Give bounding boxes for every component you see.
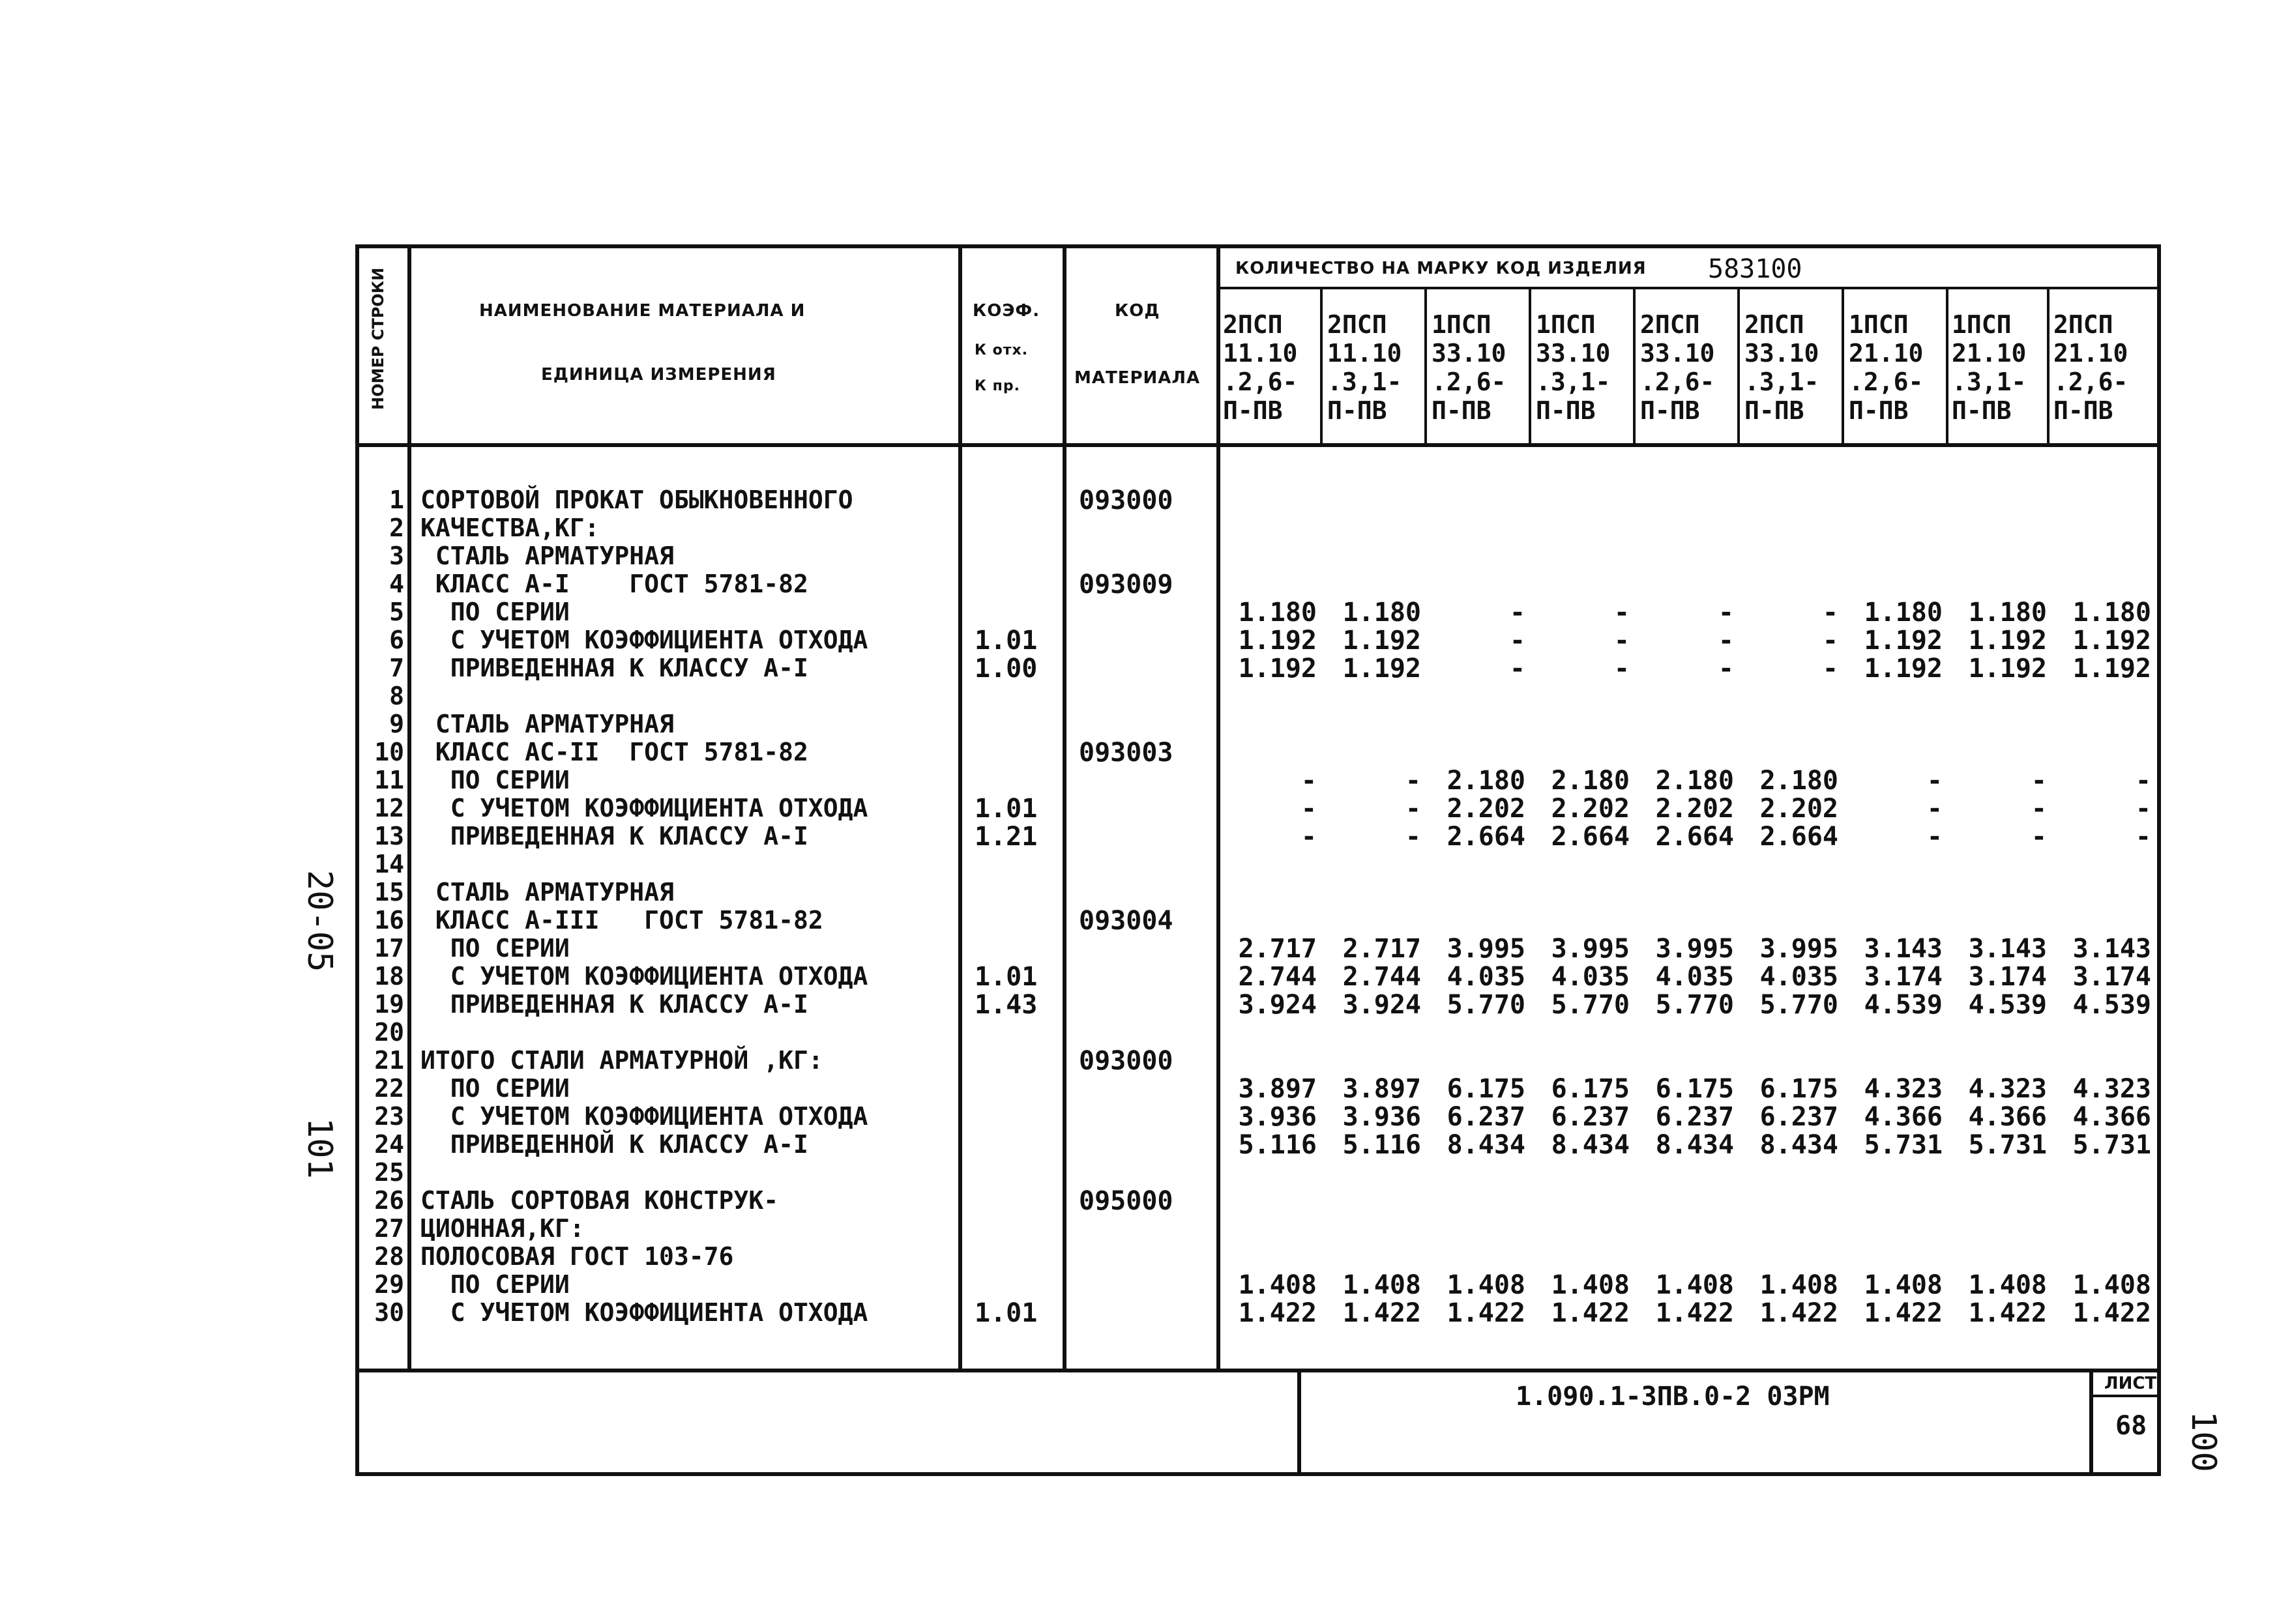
mark-line-8: [2047, 287, 2050, 443]
row-value: 3.995: [1551, 934, 1630, 964]
row-value: 1.192: [1342, 654, 1421, 684]
row-value: 1.192: [1342, 626, 1421, 656]
row-material-code: 095000: [1079, 1186, 1173, 1216]
mark-line-7: [1946, 287, 1948, 443]
row-value: 2.664: [1759, 822, 1838, 852]
row-value: 5.731: [1968, 1130, 2047, 1160]
row-value: 5.770: [1447, 990, 1525, 1020]
row-material-name: КЛАСС АС-II ГОСТ 5781-82: [420, 738, 808, 766]
row-value: 6.175: [1447, 1074, 1525, 1104]
row-value: 4.035: [1447, 962, 1525, 992]
row-value: 1.422: [2072, 1298, 2151, 1328]
mark-col-5: 2ПСП 33.10 .2,6- П-ПВ: [1640, 310, 1715, 425]
code-header-1: КОД: [1115, 301, 1160, 321]
row-value: 2.202: [1447, 794, 1525, 824]
row-value: 4.539: [1968, 990, 2047, 1020]
row-coefficient: 1.01: [975, 962, 1038, 992]
row-value: -: [1613, 654, 1630, 684]
row-value: 1.180: [1864, 598, 1943, 628]
row-value: -: [1509, 626, 1525, 656]
row-number: 2: [389, 514, 404, 542]
row-value: 2.180: [1655, 766, 1734, 796]
coef-header-2: К отх.: [975, 342, 1029, 358]
row-value: -: [2135, 766, 2151, 796]
row-value: -: [2135, 822, 2151, 852]
row-value: 4.035: [1655, 962, 1734, 992]
row-value: 1.180: [1342, 598, 1421, 628]
row-number: 14: [374, 850, 404, 878]
row-value: 3.924: [1238, 990, 1317, 1020]
row-value: 2.664: [1655, 822, 1734, 852]
row-value: 2.180: [1447, 766, 1525, 796]
row-value: 1.422: [1655, 1298, 1734, 1328]
row-number: 26: [374, 1186, 404, 1215]
row-material-name: ПОЛОСОВАЯ ГОСТ 103-76: [420, 1242, 734, 1271]
row-value: 2.202: [1655, 794, 1734, 824]
row-value: -: [2031, 794, 2047, 824]
row-value: 3.995: [1655, 934, 1734, 964]
row-value: 5.770: [1759, 990, 1838, 1020]
row-value: -: [1405, 822, 1421, 852]
row-value: 5.770: [1551, 990, 1630, 1020]
row-value: 8.434: [1655, 1130, 1734, 1160]
row-value: 1.422: [1238, 1298, 1317, 1328]
row-material-name: ПРИВЕДЕННАЯ К КЛАССУ А-I: [420, 990, 808, 1019]
row-value: 1.192: [2072, 626, 2151, 656]
row-value: 5.770: [1655, 990, 1734, 1020]
row-number: 3: [389, 542, 404, 570]
row-number: 4: [389, 570, 404, 598]
row-value: 8.434: [1551, 1130, 1630, 1160]
sheet-number: 68: [2115, 1411, 2147, 1441]
row-material-name: С УЧЕТОМ КОЭФФИЦИЕНТА ОТХОДА: [420, 962, 868, 991]
row-value: 1.408: [1447, 1270, 1525, 1300]
row-value: 6.175: [1551, 1074, 1630, 1104]
row-number: 23: [374, 1102, 404, 1131]
row-number: 24: [374, 1130, 404, 1159]
mark-col-7: 1ПСП 21.10 .2,6- П-ПВ: [1849, 310, 1924, 425]
row-number-header: НОМЕР СТРОКИ: [369, 267, 387, 410]
row-value: 6.237: [1447, 1102, 1525, 1132]
mark-line-3: [1529, 287, 1531, 443]
row-number: 17: [374, 934, 404, 963]
row-material-name: С УЧЕТОМ КОЭФФИЦИЕНТА ОТХОДА: [420, 1102, 868, 1131]
row-value: 8.434: [1447, 1130, 1525, 1160]
row-value: 4.323: [1968, 1074, 2047, 1104]
row-coefficient: 1.21: [975, 822, 1038, 852]
row-material-name: ПО СЕРИИ: [420, 766, 570, 794]
row-value: 2.664: [1551, 822, 1630, 852]
row-material-name: С УЧЕТОМ КОЭФФИЦИЕНТА ОТХОДА: [420, 1298, 868, 1327]
row-value: 1.422: [1551, 1298, 1630, 1328]
row-number: 16: [374, 906, 404, 935]
row-value: 2.717: [1238, 934, 1317, 964]
row-value: -: [1926, 794, 1943, 824]
row-value: 2.744: [1342, 962, 1421, 992]
row-coefficient: 1.00: [975, 654, 1038, 684]
row-number: 27: [374, 1214, 404, 1243]
row-value: -: [1718, 654, 1734, 684]
margin-note-bottom: 101: [300, 1118, 339, 1179]
row-value: 4.323: [1864, 1074, 1943, 1104]
mark-line-5: [1737, 287, 1740, 443]
material-name-header-1: НАИМЕНОВАНИЕ МАТЕРИАЛА И: [479, 301, 806, 321]
document-code: 1.090.1-3ПВ.0-2 03РМ: [1516, 1382, 1830, 1412]
row-material-name: ПРИВЕДЕННАЯ К КЛАССУ А-I: [420, 822, 808, 850]
stamp-line-2: [2089, 1369, 2093, 1476]
row-value: 4.035: [1759, 962, 1838, 992]
margin-note-right: 100: [2184, 1411, 2223, 1472]
row-value: 2.664: [1447, 822, 1525, 852]
row-value: -: [1822, 626, 1838, 656]
row-value: 1.192: [1238, 626, 1317, 656]
row-number: 21: [374, 1046, 404, 1075]
row-material-code: 093004: [1079, 906, 1173, 936]
row-number: 8: [389, 682, 404, 710]
coef-header-3: К пр.: [975, 378, 1020, 394]
row-value: 8.434: [1759, 1130, 1838, 1160]
row-material-name: КЛАСС А-I ГОСТ 5781-82: [420, 570, 808, 598]
row-value: 3.897: [1238, 1074, 1317, 1104]
row-value: -: [1509, 598, 1525, 628]
col-line-2: [958, 244, 962, 1369]
row-number: 29: [374, 1270, 404, 1299]
row-material-name: СОРТОВОЙ ПРОКАТ ОБЫКНОВЕННОГО: [420, 486, 853, 514]
material-name-header-2: ЕДИНИЦА ИЗМЕРЕНИЯ: [541, 365, 776, 384]
row-material-code: 093000: [1079, 1046, 1173, 1076]
row-value: 1.180: [1968, 598, 2047, 628]
row-value: -: [1509, 654, 1525, 684]
row-value: 3.174: [1968, 962, 2047, 992]
stamp-sheet-divider: [2089, 1395, 2161, 1397]
row-number: 10: [374, 738, 404, 766]
product-code: 583100: [1708, 254, 1802, 284]
row-value: -: [2031, 766, 2047, 796]
row-value: 2.180: [1759, 766, 1838, 796]
mark-line-6: [1842, 287, 1844, 443]
row-material-name: СТАЛЬ АРМАТУРНАЯ: [420, 710, 674, 738]
row-value: 5.731: [1864, 1130, 1943, 1160]
row-material-name: ПРИВЕДЕННАЯ К КЛАССУ А-I: [420, 654, 808, 682]
row-material-name: СТАЛЬ АРМАТУРНАЯ: [420, 542, 674, 570]
row-value: 3.143: [1864, 934, 1943, 964]
row-number: 13: [374, 822, 404, 850]
mark-col-9: 2ПСП 21.10 .2,6- П-ПВ: [2053, 310, 2128, 425]
mark-line-1: [1320, 287, 1323, 443]
row-number: 15: [374, 878, 404, 906]
row-value: -: [1926, 822, 1943, 852]
row-value: -: [1613, 598, 1630, 628]
row-material-name: СТАЛЬ СОРТОВАЯ КОНСТРУК-: [420, 1186, 779, 1215]
row-value: 1.192: [1968, 626, 2047, 656]
row-value: -: [1718, 626, 1734, 656]
row-value: 3.143: [2072, 934, 2151, 964]
row-value: 4.539: [2072, 990, 2151, 1020]
row-number: 28: [374, 1242, 404, 1271]
row-coefficient: 1.01: [975, 626, 1038, 656]
row-material-name: ПО СЕРИИ: [420, 1074, 570, 1103]
row-material-name: ПО СЕРИИ: [420, 934, 570, 963]
row-value: 1.408: [1968, 1270, 2047, 1300]
row-number: 11: [374, 766, 404, 794]
row-number: 20: [374, 1018, 404, 1047]
row-value: -: [2031, 822, 2047, 852]
row-value: -: [2135, 794, 2151, 824]
row-value: -: [1822, 654, 1838, 684]
row-value: 4.366: [2072, 1102, 2151, 1132]
row-material-code: 093000: [1079, 486, 1173, 515]
code-header-2: МАТЕРИАЛА: [1074, 368, 1201, 388]
row-value: -: [1718, 598, 1734, 628]
stamp-line-1: [1297, 1369, 1301, 1476]
row-value: 1.422: [1447, 1298, 1525, 1328]
row-material-name: КЛАСС А-III ГОСТ 5781-82: [420, 906, 823, 935]
row-material-name: КАЧЕСТВА,КГ:: [420, 514, 600, 542]
row-value: 3.995: [1447, 934, 1525, 964]
row-number: 12: [374, 794, 404, 822]
row-number: 6: [389, 626, 404, 654]
row-value: 1.180: [2072, 598, 2151, 628]
row-value: -: [1300, 822, 1317, 852]
mark-col-4: 1ПСП 33.10 .3,1- П-ПВ: [1536, 310, 1611, 425]
row-coefficient: 1.01: [975, 794, 1038, 824]
row-value: 4.366: [1864, 1102, 1943, 1132]
row-value: 5.116: [1238, 1130, 1317, 1160]
row-number: 18: [374, 962, 404, 991]
mark-col-3: 1ПСП 33.10 .2,6- П-ПВ: [1432, 310, 1506, 425]
row-value: -: [1300, 794, 1317, 824]
row-value: 1.408: [1759, 1270, 1838, 1300]
row-value: 1.192: [1968, 654, 2047, 684]
mark-line-4: [1633, 287, 1636, 443]
row-value: 3.936: [1342, 1102, 1421, 1132]
row-value: 1.422: [1864, 1298, 1943, 1328]
row-value: 3.174: [1864, 962, 1943, 992]
stamp-divider: [355, 1369, 2161, 1372]
row-value: 1.408: [2072, 1270, 2151, 1300]
quantity-header: КОЛИЧЕСТВО НА МАРКУ КОД ИЗДЕЛИЯ: [1235, 259, 1647, 278]
row-material-name: ЦИОННАЯ,КГ:: [420, 1214, 585, 1243]
row-value: 1.192: [1864, 654, 1943, 684]
row-value: 1.422: [1968, 1298, 2047, 1328]
margin-note-top: 20-05: [300, 870, 339, 972]
row-value: 3.897: [1342, 1074, 1421, 1104]
row-value: 3.995: [1759, 934, 1838, 964]
row-value: 1.180: [1238, 598, 1317, 628]
row-value: 4.539: [1864, 990, 1943, 1020]
row-number: 22: [374, 1074, 404, 1103]
mark-line-2: [1424, 287, 1427, 443]
row-number: 7: [389, 654, 404, 682]
row-value: 3.924: [1342, 990, 1421, 1020]
row-material-name: ПРИВЕДЕННОЙ К КЛАССУ А-I: [420, 1130, 808, 1159]
row-value: 4.366: [1968, 1102, 2047, 1132]
row-material-name: ПО СЕРИИ: [420, 598, 570, 626]
row-number: 30: [374, 1298, 404, 1327]
row-number: 19: [374, 990, 404, 1019]
col-line-1: [407, 244, 411, 1369]
row-material-name: С УЧЕТОМ КОЭФФИЦИЕНТА ОТХОДА: [420, 794, 868, 822]
mark-col-2: 2ПСП 11.10 .3,1- П-ПВ: [1327, 310, 1402, 425]
row-value: 1.408: [1551, 1270, 1630, 1300]
row-value: 1.408: [1655, 1270, 1734, 1300]
row-value: 4.035: [1551, 962, 1630, 992]
row-value: 2.744: [1238, 962, 1317, 992]
row-material-name: ПО СЕРИИ: [420, 1270, 570, 1299]
row-number: 1: [389, 486, 404, 514]
row-value: 6.237: [1551, 1102, 1630, 1132]
row-value: -: [1405, 766, 1421, 796]
row-value: 2.202: [1759, 794, 1838, 824]
row-value: 6.237: [1759, 1102, 1838, 1132]
row-value: 6.175: [1759, 1074, 1838, 1104]
mark-col-6: 2ПСП 33.10 .3,1- П-ПВ: [1744, 310, 1819, 425]
row-value: -: [1822, 598, 1838, 628]
row-value: 1.192: [1864, 626, 1943, 656]
row-value: 4.323: [2072, 1074, 2151, 1104]
row-number: 5: [389, 598, 404, 626]
row-material-name: С УЧЕТОМ КОЭФФИЦИЕНТА ОТХОДА: [420, 626, 868, 654]
row-material-name: СТАЛЬ АРМАТУРНАЯ: [420, 878, 674, 906]
row-value: 5.731: [2072, 1130, 2151, 1160]
row-value: 1.408: [1238, 1270, 1317, 1300]
row-value: 5.116: [1342, 1130, 1421, 1160]
row-number: 9: [389, 710, 404, 738]
row-material-name: ИТОГО СТАЛИ АРМАТУРНОЙ ,КГ:: [420, 1046, 823, 1075]
row-value: 1.192: [2072, 654, 2151, 684]
row-value: 2.202: [1551, 794, 1630, 824]
row-value: 1.422: [1759, 1298, 1838, 1328]
row-value: 1.408: [1864, 1270, 1943, 1300]
row-value: 3.174: [2072, 962, 2151, 992]
coef-header-1: КОЭФ.: [973, 301, 1040, 321]
row-value: -: [1613, 626, 1630, 656]
mark-col-1: 2ПСП 11.10 .2,6- П-ПВ: [1223, 310, 1298, 425]
row-value: 6.175: [1655, 1074, 1734, 1104]
row-value: -: [1926, 766, 1943, 796]
row-value: 3.936: [1238, 1102, 1317, 1132]
row-number: 25: [374, 1158, 404, 1187]
row-value: 6.237: [1655, 1102, 1734, 1132]
row-value: 3.143: [1968, 934, 2047, 964]
col-line-3: [1063, 244, 1066, 1369]
row-value: 1.192: [1238, 654, 1317, 684]
row-value: 2.717: [1342, 934, 1421, 964]
row-coefficient: 1.01: [975, 1298, 1038, 1328]
row-value: -: [1300, 766, 1317, 796]
quantity-divider: [1219, 287, 2161, 289]
row-value: 1.408: [1342, 1270, 1421, 1300]
row-value: 1.422: [1342, 1298, 1421, 1328]
sheet-label: ЛИСТ: [2104, 1374, 2157, 1393]
row-material-code: 093003: [1079, 738, 1173, 768]
header-divider: [355, 443, 2161, 447]
row-coefficient: 1.43: [975, 990, 1038, 1020]
mark-col-8: 1ПСП 21.10 .3,1- П-ПВ: [1952, 310, 2027, 425]
row-value: -: [1405, 794, 1421, 824]
row-value: 2.180: [1551, 766, 1630, 796]
row-material-code: 093009: [1079, 570, 1173, 600]
